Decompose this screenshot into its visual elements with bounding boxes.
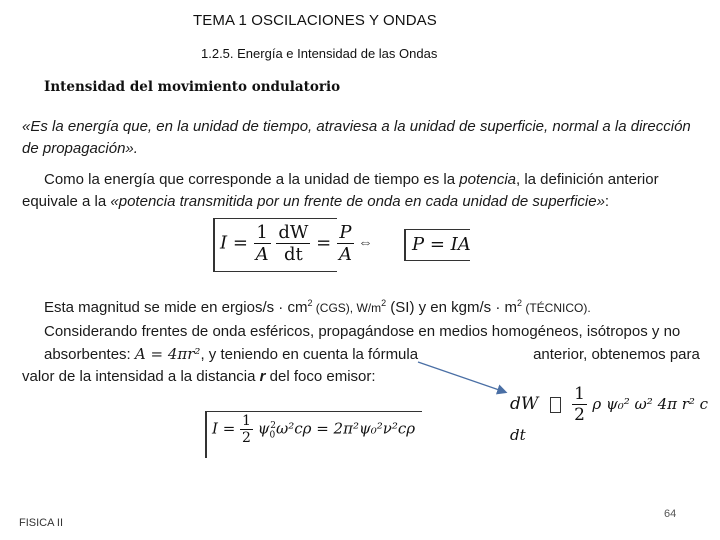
f3-den: 2	[242, 430, 251, 446]
f3-psi: ψ	[257, 419, 270, 438]
f1-den2: dt	[284, 244, 303, 265]
p3-sup-2: 2	[381, 298, 387, 308]
f4-frac	[572, 384, 587, 425]
p4-text-e: del foco emisor:	[265, 368, 376, 385]
f4-missing-glyph	[550, 397, 561, 413]
footer-course: FISICA II	[19, 517, 64, 529]
f3-lhs: I =	[212, 419, 236, 438]
p4-area-formula: A = 4πr²	[134, 345, 201, 363]
slide-subtitle: 1.2.5. Energía e Intensidad de las Ondas	[201, 46, 438, 61]
p3-text-c: (SI) y en kgm/s · m	[386, 299, 517, 316]
p2-emphasis-potencia: potencia	[459, 171, 516, 188]
f4-num: 1	[574, 384, 585, 404]
f4-rest: ρ ψ₀² ω² 4π r² c dt	[510, 395, 709, 444]
f1-num2: dW	[278, 222, 309, 243]
p2-text-a: Como la energía que corresponde a la unidad de tiempo es la	[44, 171, 460, 188]
section-heading: Intensidad del movimiento ondulatorio	[44, 79, 341, 95]
equivalence-arrow-icon: ⇔	[358, 234, 373, 251]
p2-emphasis-definition: «potencia transmitida por un frente de onda en cada unidad de superficie»	[110, 193, 605, 210]
slide-title: TEMA 1 OSCILACIONES Y ONDAS	[193, 12, 437, 29]
f4-den: 2	[574, 405, 585, 425]
p4-text-d: valor de la intensidad a la distancia	[22, 368, 260, 385]
p3-sup-3: 2	[517, 298, 523, 308]
p3-text-a: Esta magnitud se mide en ergios/s · cm	[44, 299, 308, 316]
f1-num3: P	[337, 222, 354, 244]
f1-equals: =	[316, 232, 332, 254]
f3-num: 1	[242, 413, 251, 429]
p4-text-a: Considerando frentes de onda esféricos, propagándose en medios homogéneos, isótropos y no absorbentes:	[44, 323, 681, 363]
p2-text-c: :	[604, 193, 610, 210]
p2-text-b: , la definición anterior equivale a la	[22, 171, 659, 210]
p3-text-d: (TÉCNICO).	[522, 301, 591, 315]
p3-sup-1: 2	[307, 298, 313, 308]
f1-num1: 1	[254, 222, 271, 244]
p4-r-variable: r	[259, 368, 266, 385]
f1-lhs: I =	[220, 232, 248, 254]
definition-quote: «Es la energía que, en la unidad de tiempo, atraviesa a la unidad de superficie, normal a la dirección de propagación».	[22, 118, 691, 157]
p4-text-c: anterior, obtenemos para	[533, 346, 700, 363]
p4-text-b: , y teniendo en cuenta la fórmula	[200, 346, 419, 363]
formula-energy-element	[510, 384, 720, 445]
f3-rest: ω²cρ = 2π²ψ₀²ν²cρ	[275, 419, 416, 438]
p3-text-b: (CGS), W/m	[312, 301, 382, 315]
formula-power: P = IA	[412, 234, 471, 255]
f3-frac	[240, 413, 253, 446]
f1-den1: A	[255, 244, 269, 265]
f1-den3: A	[338, 244, 352, 265]
f4-lhs: dW	[510, 394, 544, 414]
page-number: 64	[664, 508, 677, 520]
formula-intensity-spherical: I = $\frac{1}{2}$ $\psi_0^2\omega^2c\rho = 2\pi^2\psi_0^2\nu^2c\rho$	[212, 413, 416, 446]
